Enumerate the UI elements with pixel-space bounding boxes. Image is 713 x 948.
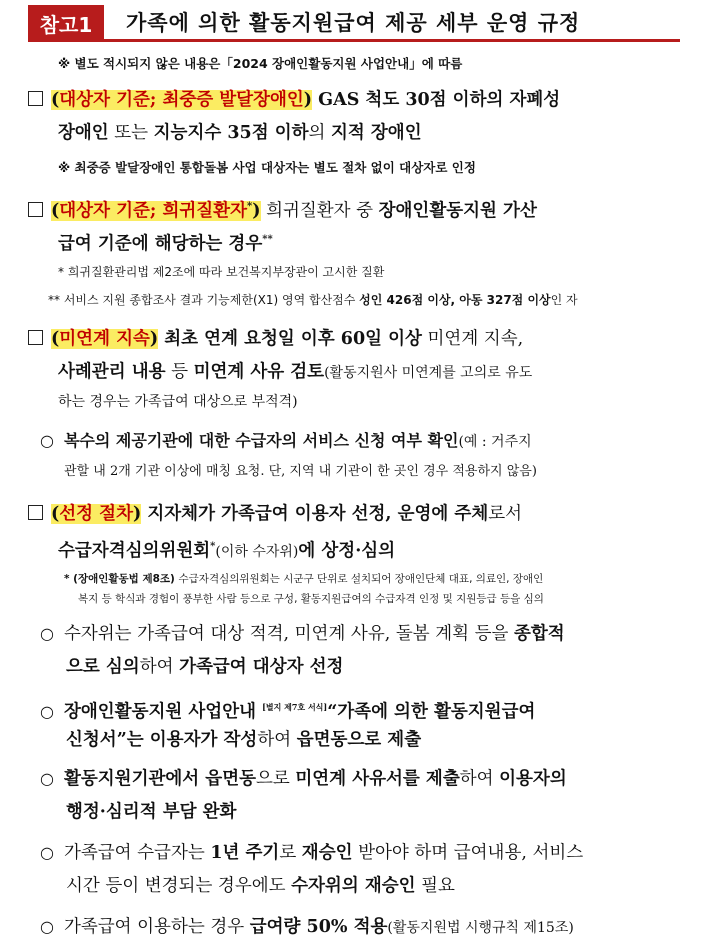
list-item-4-line-1: ○ 가족급여 수급자는 1년 주기로 재승인 받아야 하며 급여내용, 서비스 [40, 843, 584, 863]
list-item-1-line-1: ○ 수자위는 가족급여 대상 적격, 미연계 사유, 돌봄 계획 등을 종합적 [40, 624, 565, 644]
section-label: (미연계 지속) [51, 329, 159, 349]
list-item-3-line-2: 행정·심리적 부담 완화 [66, 802, 237, 822]
section-1-line-2: 장애인 또는 지능지수 35점 이하의 지적 장애인 [58, 123, 422, 143]
circle-bullet-icon: ○ [40, 769, 54, 788]
circle-bullet-icon: ○ [40, 624, 54, 643]
circle-bullet-icon: ○ [40, 917, 54, 936]
section-1-line-1: (대상자 기준; 최중증 발달장애인) GAS 척도 30점 이하의 자폐성 [28, 83, 560, 117]
section-4-line-1: (선정 절차) 지자체가 가족급여 이용자 선정, 운영에 주체로서 [28, 497, 522, 531]
list-item-5-line-1: ○ 가족급여 이용하는 경우 급여량 50% 적용(활동지원법 시행규칙 제15조) [40, 917, 574, 937]
section-3-line-1: (미연계 지속) 최초 연계 요청일 이후 60일 이상 미연계 지속, [28, 322, 523, 356]
section-2-line-1: (대상자 기준; 희귀질환자*) 희귀질환자 중 장애인활동지원 가산 [28, 190, 537, 228]
list-item-2-line-2: 신청서”는 이용자가 작성하여 읍면동으로 제출 [66, 730, 422, 750]
section-4-footnote-1: * (장애인활동법 제8조) 수급자격심의위원회는 시군구 단위로 설치되어 장애인단체 대표, 의료인, 장애인 [64, 573, 544, 585]
list-item-1-line-2: 으로 심의하여 가족급여 대상자 선정 [66, 657, 344, 677]
list-item-4-line-2: 시간 등이 변경되는 경우에도 수자위의 재승인 필요 [66, 876, 455, 896]
reference-tag: 참고1 [28, 5, 104, 42]
section-3-sub-line-1: ○ 복수의 제공기관에 대한 수급자의 서비스 신청 여부 확인(예 : 거주지 [40, 431, 532, 450]
header-underline [104, 39, 680, 42]
circle-bullet-icon: ○ [40, 431, 54, 450]
section-4-footnote-2: 복지 등 학식과 경험이 풍부한 사람 등으로 구성, 활동지원급여의 수급자격 인정 및 지원등급 등을 심의 [78, 593, 544, 605]
section-4-line-2: 수급자격심의위원회*(이하 수자위)에 상정·심의 [58, 540, 396, 561]
section-3-line-3: 하는 경우는 가족급여 대상으로 부적격) [58, 394, 298, 410]
section-3-line-2: 사례관리 내용 등 미연계 사유 검토(활동지원사 미연계를 고의로 유도 [58, 362, 533, 382]
checkbox-bullet-icon [28, 330, 43, 345]
header [28, 5, 680, 42]
section-2-footnote-1: * 희귀질환관리법 제2조에 따라 보건복지부장관이 고시한 질환 [58, 265, 385, 279]
list-item-3-line-1: ○ 활동지원기관에서 읍면동으로 미연계 사유서를 제출하여 이용자의 [40, 769, 567, 789]
list-item-2-line-1: ○ 장애인활동지원 사업안내 [별지 제7호 서식]“가족에 의한 활동지원급여 [40, 701, 536, 722]
section-2-footnote-2: ** 서비스 지원 종합조사 결과 기능제한(X1) 영역 합산점수 성인 426점 이상, 아동 327점 이상인 자 [48, 293, 578, 307]
section-3-sub-line-2: 관할 내 2개 기관 이상에 매칭 요청. 단, 지역 내 기관이 한 곳인 경우 적용하지 않음) [64, 464, 537, 479]
section-label: (대상자 기준; 희귀질환자*) [51, 200, 261, 221]
circle-bullet-icon: ○ [40, 843, 54, 862]
top-note: ※ 별도 적시되지 않은 내용은「2024 장애인활동지원 사업안내」에 따름 [58, 56, 463, 71]
section-2-line-2: 급여 기준에 해당하는 경우** [58, 233, 273, 254]
section-1-note: ※ 최중증 발달장애인 통합돌봄 사업 대상자는 별도 절차 없이 대상자로 인정 [58, 160, 476, 175]
circle-bullet-icon: ○ [40, 701, 54, 721]
section-label: (선정 절차) [51, 504, 142, 524]
section-label: (대상자 기준; 최중증 발달장애인) [51, 90, 313, 110]
checkbox-bullet-icon [28, 505, 43, 520]
page-title: 가족에 의한 활동지원급여 제공 세부 운영 규정 [126, 11, 581, 35]
checkbox-bullet-icon [28, 91, 43, 106]
checkbox-bullet-icon [28, 202, 43, 217]
